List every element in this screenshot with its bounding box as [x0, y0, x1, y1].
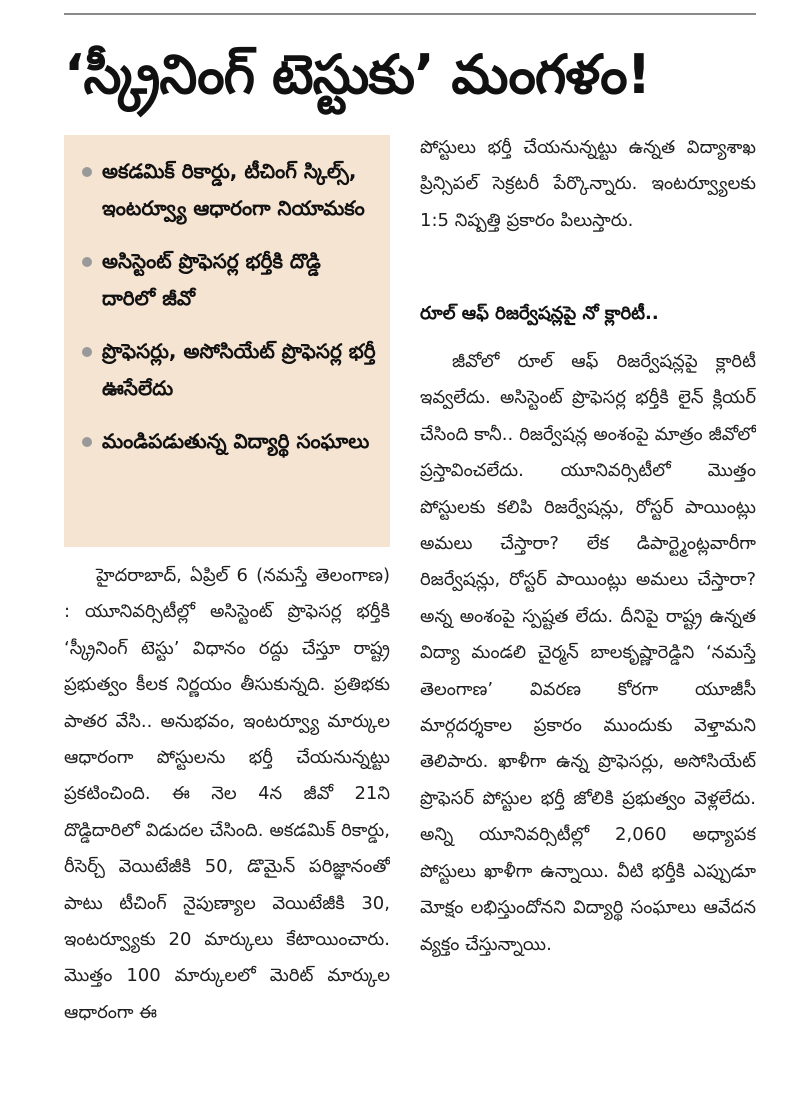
- bullet-icon: [82, 257, 92, 267]
- highlight-box: [64, 135, 390, 547]
- bullet-icon: [82, 437, 92, 447]
- article-right-column-main: జీవోలో రూల్ ఆఫ్ రిజర్వేషన్లపై క్లారిటీ ఇవ్వలేదు. అసిస్టెంట్ ప్రొఫెసర్ల భర్తీకి లైన్ క్లియర్ చేసింది కానీ.. రిజర్వేషన్ల అంశంపై మాత్రం జీవోలో ప్రస్తావించలేదు. యూనివర్సిటీలో మొత్తం పోస్టులకు కలిపి రిజర్వేషన్లు, రోస్టర్ పాయింట్లు అమలు చేస్తారా? లేక డిపార్ట్మెంట్లవారీగా రిజర్వేషన్లు, రోస్టర్ పాయింట్లు అమలు చేస్తారా? అన్న అంశంపై స్పష్టత లేదు. దీనిపై రాష్ట్ర ఉన్నత విద్యా మండలి చైర్మన్ బాలకృష్ణారెడ్డిని ‘నమస్తే తెలంగాణ’ వివరణ కోరగా యూజీసీ మార్గదర్శకాల ప్రకారం ముందుకు వెళ్తామని తెలిపారు. ఖాళీగా ఉన్న ప్రొఫెసర్లు, అసోసియేట్ ప్రొఫెసర్ పోస్టుల భర్తీ జోలికి ప్రభుత్వం వెళ్లలేదు. అన్ని యూనివర్సిటీల్లో 2,060 అధ్యాపక పోస్టులు ఖాళీగా ఉన్నాయి. వీటి భర్తీకి ఎప్పుడూ మోక్షం లభిస్తుందోనని విద్యార్థి సంఘాలు ఆవేదన వ్యక్తం చేస్తున్నాయి.: [420, 351, 756, 955]
- bullet-icon: [82, 167, 92, 177]
- highlight-text: ప్రొఫెసర్లు, అసోసియేట్ ప్రొఫెసర్ల భర్తీ ఊసేలేదు: [102, 339, 376, 400]
- article-left-column: హైదరాబాద్, ఏప్రిల్ 6 (నమస్తే తెలంగాణ) : యూనివర్సిటీల్లో అసిస్టెంట్ ప్రొఫెసర్ల భర్తీకి ‘స్క్రీనింగ్ టెస్టు’ విధానం రద్దు చేస్తూ రాష్ట్ర ప్రభుత్వం కీలక నిర్ణయం తీసుకున్నది. ప్రతిభకు పాతర వేసి.. అనుభవం, ఇంటర్వ్యూ మార్కుల ఆధారంగా పోస్టులను భర్తీ చేయనున్నట్టు ప్రకటించింది. ఈ నెల 4న జీవో 21ని దొడ్డిదారిలో విడుదల చేసింది. అకడమిక్ రికార్డు, రీసెర్చ్ వెయిటేజీకి 50, డొమైన్ పరిజ్ఞానంతో పాటు టీచింగ్ నైపుణ్యాల వెయిటేజీకి 30, ఇంటర్వ్యూకు 20 మార్కులు కేటాయించారు. మొత్తం 100 మార్కులలో మెరిట్ మార్కుల ఆధారంగా ఈ: [64, 565, 390, 1023]
- bullet-icon: [82, 347, 92, 357]
- highlight-item: [82, 243, 380, 317]
- article-right-column-top: పోస్టులు భర్తీ చేయనున్నట్టు ఉన్నత విద్యాశాఖ ప్రిన్సిపల్ సెక్రటరీ పేర్కొన్నారు. ఇంటర్వ్యూలకు 1:5 నిష్పత్తి ప్రకారం పిలుస్తారు.: [420, 137, 756, 231]
- subheading: రూల్ ఆఫ్ రిజర్వేషన్లపై నో క్లారిటీ..: [420, 303, 659, 324]
- top-rule: [64, 13, 756, 15]
- highlight-item: [82, 153, 380, 227]
- highlight-text: మండిపడుతున్న విద్యార్థి సంఘాలు: [102, 429, 370, 453]
- highlight-item: [82, 423, 380, 460]
- highlight-text: అకడమిక్ రికార్డు, టీచింగ్ స్కిల్స్, ఇంటర్వ్యూ ఆధారంగా నియామకం: [102, 159, 365, 220]
- headline: ‘స్క్రీనింగ్ టెస్టుకు’ మంగళం!: [64, 43, 651, 106]
- highlight-text: అసిస్టెంట్ ప్రొఫెసర్ల భర్తీకి దొడ్డి దారిలో జీవో: [102, 249, 321, 310]
- highlight-item: [82, 333, 380, 407]
